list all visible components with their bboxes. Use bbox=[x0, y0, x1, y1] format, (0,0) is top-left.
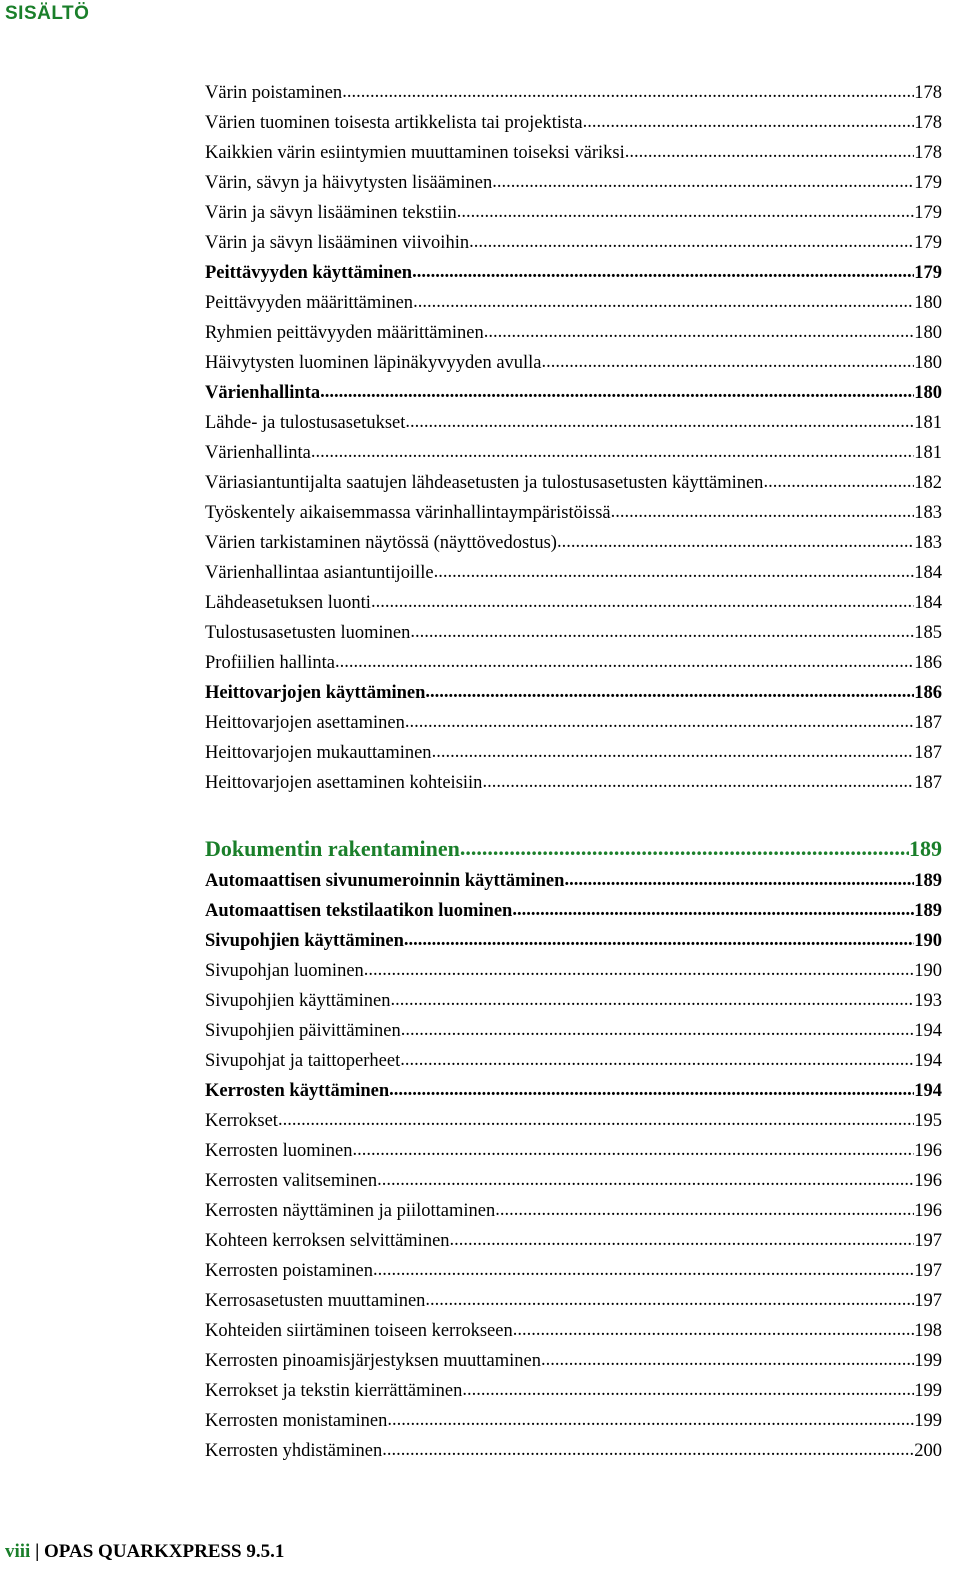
toc-entry[interactable] bbox=[205, 678, 942, 708]
dot-leader bbox=[557, 527, 914, 557]
dot-leader bbox=[432, 737, 915, 767]
toc-entry[interactable] bbox=[205, 896, 942, 926]
dot-leader bbox=[401, 1015, 914, 1045]
toc-entry-label: Värien tuominen toisesta artikkelista tai projektista bbox=[205, 113, 583, 133]
toc-entry[interactable] bbox=[205, 528, 942, 558]
dot-leader bbox=[400, 1045, 914, 1075]
toc-entry-page-number: 178 bbox=[914, 83, 942, 103]
toc-entry-label: Kerrosten monistaminen bbox=[205, 1411, 388, 1431]
toc-entry-label: Värin, sävyn ja häivytysten lisääminen bbox=[205, 173, 493, 193]
toc-entry-label: Kerrosten yhdistäminen bbox=[205, 1441, 383, 1461]
toc-entry-label: Sivupohjat ja taittoperheet bbox=[205, 1051, 401, 1071]
toc-entry[interactable] bbox=[205, 288, 942, 318]
toc-entry-page-number: 199 bbox=[914, 1351, 942, 1371]
toc-entry-page-number: 181 bbox=[914, 413, 942, 433]
footer-separator: | bbox=[35, 1541, 40, 1562]
toc-entry-page-number: 187 bbox=[914, 773, 942, 793]
toc-entry-page-number: 196 bbox=[914, 1141, 942, 1161]
toc-entry[interactable] bbox=[205, 956, 942, 986]
toc-entry[interactable] bbox=[205, 1136, 942, 1166]
dot-leader bbox=[763, 467, 914, 497]
toc-entry[interactable] bbox=[205, 618, 942, 648]
toc-entry[interactable] bbox=[205, 926, 942, 956]
dot-leader bbox=[342, 77, 914, 107]
dot-leader bbox=[364, 955, 914, 985]
toc-entry[interactable] bbox=[205, 708, 942, 738]
toc-entry[interactable] bbox=[205, 1046, 942, 1076]
toc-entry[interactable] bbox=[205, 1436, 942, 1466]
toc-entry-page-number: 197 bbox=[914, 1261, 942, 1281]
toc-entry-page-number: 197 bbox=[914, 1291, 942, 1311]
toc-entry[interactable] bbox=[205, 108, 942, 138]
toc-entry-page-number: 197 bbox=[914, 1231, 942, 1251]
dot-leader bbox=[583, 107, 915, 137]
toc-entry-label: Sivupohjien päivittäminen bbox=[205, 1021, 401, 1041]
dot-leader bbox=[412, 257, 914, 287]
toc-entry[interactable] bbox=[205, 78, 942, 108]
toc-entry-label: Värin ja sävyn lisääminen viivoihin bbox=[205, 233, 470, 253]
dot-leader bbox=[469, 227, 914, 257]
dot-leader bbox=[460, 831, 909, 865]
dot-leader bbox=[541, 1345, 914, 1375]
dot-leader bbox=[542, 347, 915, 377]
dot-leader bbox=[387, 1405, 914, 1435]
toc-entry-page-number: 185 bbox=[914, 623, 942, 643]
toc-entry[interactable] bbox=[205, 1196, 942, 1226]
toc-entry-label: Kerrosten poistaminen bbox=[205, 1261, 373, 1281]
dot-leader bbox=[492, 167, 914, 197]
toc-entry-page-number: 198 bbox=[914, 1321, 942, 1341]
dot-leader bbox=[373, 1255, 914, 1285]
toc-entry-label: Kerrosten luominen bbox=[205, 1141, 353, 1161]
toc-entry-page-number: 193 bbox=[914, 991, 942, 1011]
dot-leader bbox=[457, 197, 915, 227]
toc-entry[interactable] bbox=[205, 318, 942, 348]
dot-leader bbox=[352, 1135, 914, 1165]
toc-chapter-entry[interactable] bbox=[205, 832, 942, 866]
dot-leader bbox=[335, 647, 914, 677]
chapter-label: Dokumentin rakentaminen bbox=[205, 836, 460, 861]
toc-entry-label: Ryhmien peittävyyden määrittäminen bbox=[205, 323, 484, 343]
dot-leader bbox=[564, 865, 914, 895]
toc-entry-label: Kohteiden siirtäminen toiseen kerrokseen bbox=[205, 1321, 513, 1341]
toc-entry-label: Kerrosten valitseminen bbox=[205, 1171, 378, 1191]
toc-entry-page-number: 179 bbox=[914, 173, 942, 193]
toc-entry-label: Lähde- ja tulostusasetukset bbox=[205, 413, 406, 433]
toc-entry[interactable] bbox=[205, 738, 942, 768]
dot-leader bbox=[320, 377, 914, 407]
toc-entry-label: Kohteen kerroksen selvittäminen bbox=[205, 1231, 450, 1251]
dot-leader bbox=[410, 617, 914, 647]
dot-leader bbox=[405, 407, 914, 437]
toc-entry-page-number: 194 bbox=[914, 1081, 942, 1101]
toc-entry-page-number: 183 bbox=[914, 533, 942, 553]
dot-leader bbox=[371, 587, 914, 617]
toc-entry-page-number: 186 bbox=[914, 653, 942, 673]
toc-entry-page-number: 180 bbox=[914, 323, 942, 343]
toc-entry-label: Kerrosten käyttäminen bbox=[205, 1081, 390, 1101]
toc-entry[interactable] bbox=[205, 1226, 942, 1256]
toc-entry-page-number: 200 bbox=[914, 1441, 942, 1461]
toc-entry-page-number: 179 bbox=[914, 233, 942, 253]
dot-leader bbox=[482, 767, 914, 797]
toc-entry[interactable] bbox=[205, 768, 942, 798]
toc-entry-label: Värin ja sävyn lisääminen tekstiin bbox=[205, 203, 457, 223]
dot-leader bbox=[495, 1195, 914, 1225]
toc-entry[interactable] bbox=[205, 348, 942, 378]
toc-entry-page-number: 186 bbox=[914, 683, 942, 703]
toc-entry-page-number: 179 bbox=[914, 203, 942, 223]
toc-entry-label: Värin poistaminen bbox=[205, 83, 343, 103]
dot-leader bbox=[404, 925, 914, 955]
dot-leader bbox=[450, 1225, 915, 1255]
toc-entry[interactable] bbox=[205, 648, 942, 678]
toc-entry-label: Kerrosasetusten muuttaminen bbox=[205, 1291, 426, 1311]
toc-entry[interactable] bbox=[205, 228, 942, 258]
toc-entry-page-number: 199 bbox=[914, 1381, 942, 1401]
toc-entry[interactable] bbox=[205, 986, 942, 1016]
dot-leader bbox=[512, 895, 914, 925]
dot-leader bbox=[513, 1315, 915, 1345]
toc-entry-page-number: 194 bbox=[914, 1021, 942, 1041]
dot-leader bbox=[391, 985, 915, 1015]
toc-entry-label: Peittävyyden määrittäminen bbox=[205, 293, 414, 313]
toc-entry-label: Automaattisen tekstilaatikon luominen bbox=[205, 901, 513, 921]
dot-leader bbox=[625, 137, 914, 167]
toc-entry[interactable] bbox=[205, 1286, 942, 1316]
toc-entry[interactable] bbox=[205, 408, 942, 438]
toc-entry-page-number: 190 bbox=[914, 931, 942, 951]
toc-entry-page-number: 194 bbox=[914, 1051, 942, 1071]
toc-entry-label: Työskentely aikaisemmassa värinhallintaympäristöissä bbox=[205, 503, 611, 523]
toc-entry[interactable] bbox=[205, 1016, 942, 1046]
dot-leader bbox=[278, 1105, 914, 1135]
toc-entry-label: Värienhallintaa asiantuntijoille bbox=[205, 563, 434, 583]
toc-entry-page-number: 184 bbox=[914, 563, 942, 583]
dot-leader bbox=[425, 677, 914, 707]
toc-entry-label: Sivupohjien käyttäminen bbox=[205, 931, 404, 951]
page-footer bbox=[5, 1541, 284, 1563]
toc-entry-label: Kerrosten näyttäminen ja piilottaminen bbox=[205, 1201, 496, 1221]
toc-entry-page-number: 178 bbox=[914, 113, 942, 133]
dot-leader bbox=[434, 557, 915, 587]
toc-entry-label: Väriasiantuntijalta saatujen lähdeasetusten ja tulostusasetusten käyttäminen bbox=[205, 473, 764, 493]
toc-entry-label: Heittovarjojen käyttäminen bbox=[205, 683, 426, 703]
toc-entry-label: Värienhallinta bbox=[205, 443, 311, 463]
toc-entry-label: Heittovarjojen asettaminen kohteisiin bbox=[205, 773, 483, 793]
toc-entry[interactable] bbox=[205, 378, 942, 408]
toc-entry-label: Kerrosten pinoamisjärjestyksen muuttaminen bbox=[205, 1351, 542, 1371]
toc-entry-page-number: 196 bbox=[914, 1171, 942, 1191]
toc-entry-label: Heittovarjojen mukauttaminen bbox=[205, 743, 432, 763]
toc-entry-label: Lähdeasetuksen luonti bbox=[205, 593, 371, 613]
toc-entry[interactable] bbox=[205, 1256, 942, 1286]
toc-block-document-construction bbox=[205, 832, 942, 1466]
toc-entry[interactable] bbox=[205, 1376, 942, 1406]
toc-entry-label: Värienhallinta bbox=[205, 383, 321, 403]
toc-entry-label: Kerrokset bbox=[205, 1111, 278, 1131]
toc-entry[interactable] bbox=[205, 258, 942, 288]
footer-book-title: OPAS QUARKXPRESS 9.5.1 bbox=[44, 1541, 285, 1562]
toc-entry-label: Kaikkien värin esiintymien muuttaminen toiseksi väriksi bbox=[205, 143, 625, 163]
toc-entry[interactable] bbox=[205, 588, 942, 618]
footer-page-number: viii bbox=[5, 1541, 31, 1562]
toc-entry[interactable] bbox=[205, 1346, 942, 1376]
toc-entry[interactable] bbox=[205, 866, 942, 896]
toc-entry-page-number: 199 bbox=[914, 1411, 942, 1431]
toc-entry[interactable] bbox=[205, 1406, 942, 1436]
toc-entry-page-number: 195 bbox=[914, 1111, 942, 1131]
toc-entry[interactable] bbox=[205, 138, 942, 168]
toc-entry[interactable] bbox=[205, 498, 942, 528]
dot-leader bbox=[405, 707, 914, 737]
toc-entry-page-number: 187 bbox=[914, 713, 942, 733]
toc-entry-page-number: 189 bbox=[914, 871, 942, 891]
toc-entry-page-number: 189 bbox=[914, 901, 942, 921]
toc-entry-label: Automaattisen sivunumeroinnin käyttäminen bbox=[205, 871, 565, 891]
toc-entry-label: Sivupohjan luominen bbox=[205, 961, 364, 981]
toc-entry-page-number: 180 bbox=[914, 293, 942, 313]
toc-block-color bbox=[205, 78, 942, 798]
section-title: SISÄLTÖ bbox=[5, 3, 90, 24]
dot-leader bbox=[413, 287, 914, 317]
dot-leader bbox=[311, 437, 914, 467]
toc-entry[interactable] bbox=[205, 198, 942, 228]
toc-entry[interactable] bbox=[205, 1166, 942, 1196]
toc-entry-page-number: 180 bbox=[914, 353, 942, 373]
chapter-page-number: 189 bbox=[909, 836, 942, 861]
dot-leader bbox=[382, 1435, 914, 1465]
dot-leader bbox=[389, 1075, 914, 1105]
dot-leader bbox=[462, 1375, 914, 1405]
toc-entry-page-number: 179 bbox=[914, 263, 942, 283]
toc-entry-label: Häivytysten luominen läpinäkyvyyden avulla bbox=[205, 353, 542, 373]
toc-entry-page-number: 183 bbox=[914, 503, 942, 523]
toc-entry[interactable] bbox=[205, 468, 942, 498]
toc-entry[interactable] bbox=[205, 438, 942, 468]
toc-entry-page-number: 190 bbox=[914, 961, 942, 981]
toc-entry-label: Sivupohjien käyttäminen bbox=[205, 991, 391, 1011]
toc-entry[interactable] bbox=[205, 168, 942, 198]
toc-entry[interactable] bbox=[205, 1316, 942, 1346]
toc-entry-page-number: 181 bbox=[914, 443, 942, 463]
toc-entry-page-number: 180 bbox=[914, 383, 942, 403]
toc-entry-page-number: 182 bbox=[914, 473, 942, 493]
toc-entry-label: Profiilien hallinta bbox=[205, 653, 335, 673]
toc-entry-label: Kerrokset ja tekstin kierrättäminen bbox=[205, 1381, 463, 1401]
toc-entry[interactable] bbox=[205, 1106, 942, 1136]
toc-entry-label: Peittävyyden käyttäminen bbox=[205, 263, 413, 283]
toc-entry[interactable] bbox=[205, 558, 942, 588]
toc-entry-label: Tulostusasetusten luominen bbox=[205, 623, 411, 643]
dot-leader bbox=[484, 317, 915, 347]
dot-leader bbox=[425, 1285, 914, 1315]
toc-entry-page-number: 196 bbox=[914, 1201, 942, 1221]
toc-entry-label: Heittovarjojen asettaminen bbox=[205, 713, 405, 733]
dot-leader bbox=[377, 1165, 914, 1195]
toc-entry-page-number: 178 bbox=[914, 143, 942, 163]
toc-entry-label: Värien tarkistaminen näytössä (näyttövedostus) bbox=[205, 533, 557, 553]
toc-entry[interactable] bbox=[205, 1076, 942, 1106]
toc-entry-page-number: 184 bbox=[914, 593, 942, 613]
toc-entry-page-number: 187 bbox=[914, 743, 942, 763]
dot-leader bbox=[611, 497, 915, 527]
